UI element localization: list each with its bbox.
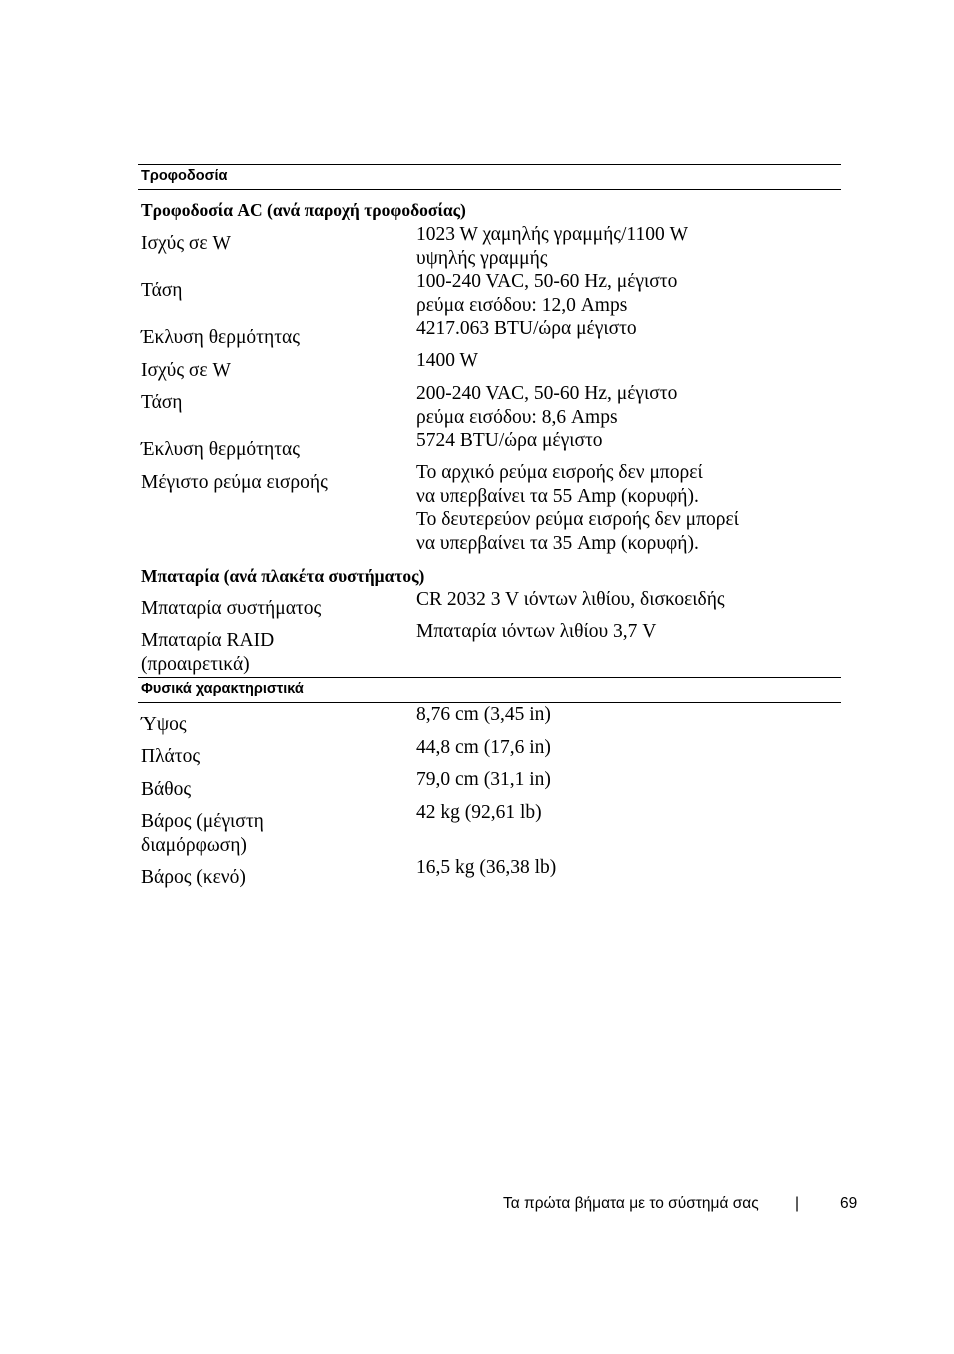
spec-value-inrush-current: Το αρχικό ρεύμα εισροής δεν μπορεί να υπερβαίνει τα 55 Amp (κορυφή). Το δευτερεύον ρεύμα εισροής δεν μπορεί να υπερβαίνει τα 35 Amp (κορυφή).	[416, 462, 739, 554]
spec-label-wattage: Ισχύς σε W	[141, 233, 231, 254]
spec-label-height: Ύψος	[141, 714, 187, 735]
spec-label-heat-dissipation: Έκλυση θερμότητας	[141, 327, 300, 348]
spec-value-depth: 79,0 cm (31,1 in)	[416, 769, 551, 790]
spec-label-heat-dissipation-2: Έκλυση θερμότητας	[141, 439, 300, 460]
spec-label-raid-battery: Μπαταρία RAID (προαιρετικά)	[141, 630, 275, 675]
spec-value-weight-empty: 16,5 kg (36,38 lb)	[416, 857, 557, 878]
spec-label-weight-empty: Βάρος (κενό)	[141, 867, 246, 888]
footer-separator: |	[795, 1195, 800, 1212]
spec-value-system-battery: CR 2032 3 V ιόντων λιθίου, δισκοειδής	[416, 589, 725, 610]
ac-power-subtitle: Τροφοδοσία AC (ανά παροχή τροφοδοσίας)	[141, 200, 466, 220]
spec-label-system-battery: Μπαταρία συστήματος	[141, 598, 322, 619]
spec-label-wattage-2: Ισχύς σε W	[141, 360, 231, 381]
spec-value-wattage: 1023 W χαμηλής γραμμής/1100 W υψηλής γραμμής	[416, 224, 688, 269]
spec-label-inrush-current: Μέγιστο ρεύμα εισροής	[141, 472, 328, 493]
spec-label-width: Πλάτος	[141, 746, 201, 767]
section-header-power-text: Τροφοδοσία	[141, 168, 228, 184]
spec-value-width: 44,8 cm (17,6 in)	[416, 737, 551, 758]
spec-value-voltage: 100-240 VAC, 50-60 Hz, μέγιστο ρεύμα εισόδου: 12,0 Amps	[416, 271, 678, 316]
battery-subtitle: Μπαταρία (ανά πλακέτα συστήματος)	[141, 566, 425, 586]
section-header-physical	[138, 677, 841, 703]
page-number: 69	[840, 1195, 858, 1212]
spec-value-raid-battery: Μπαταρία ιόντων λιθίου 3,7 V	[416, 621, 657, 642]
section-header-power	[138, 164, 841, 190]
footer-title: Τα πρώτα βήματα με το σύστημά σας	[503, 1195, 759, 1212]
spec-value-heat-dissipation: 4217.063 BTU/ώρα μέγιστο	[416, 318, 637, 339]
spec-value-wattage-2: 1400 W	[416, 350, 478, 371]
spec-label-weight-max: Βάρος (μέγιστη διαμόρφωση)	[141, 811, 264, 856]
spec-value-heat-dissipation-2: 5724 BTU/ώρα μέγιστο	[416, 430, 603, 451]
spec-label-voltage-2: Τάση	[141, 392, 183, 413]
spec-label-voltage: Τάση	[141, 280, 183, 301]
spec-value-voltage-2: 200-240 VAC, 50-60 Hz, μέγιστο ρεύμα εισόδου: 8,6 Amps	[416, 383, 678, 428]
spec-value-height: 8,76 cm (3,45 in)	[416, 704, 551, 725]
spec-value-weight-max: 42 kg (92,61 lb)	[416, 802, 542, 823]
section-header-physical-text: Φυσικά χαρακτηριστικά	[141, 681, 304, 697]
spec-label-depth: Βάθος	[141, 779, 192, 800]
